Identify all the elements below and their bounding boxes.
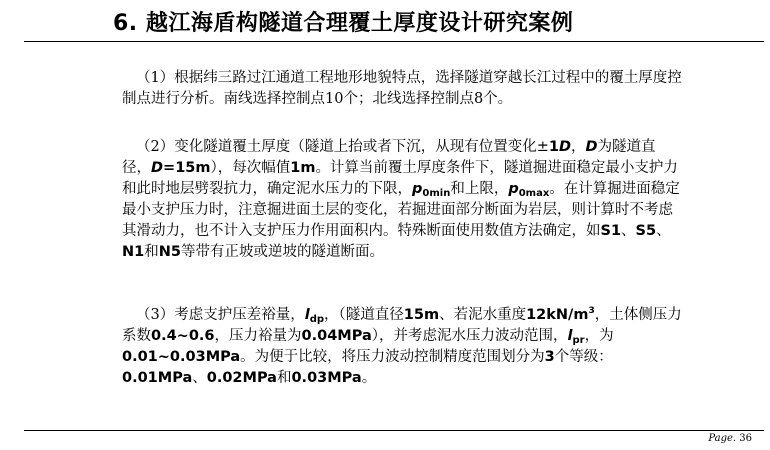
p2-bold: =15m <box>163 160 211 176</box>
p3-bold: 0.02MPa <box>206 370 277 386</box>
p2-text: ），每次幅值 <box>210 160 291 176</box>
p2-text: 。计算当前覆土厚度条件下，隧道掘进面稳定最小支护力和此时地层劈裂抗力，确定泥水压力的下限， <box>122 160 678 197</box>
p2-text: ， <box>571 139 586 155</box>
p2-symbol-p: p <box>508 181 519 197</box>
page-number <box>708 433 752 444</box>
title-divider <box>24 41 764 42</box>
p3-text: ，为 <box>584 328 614 344</box>
p2-text: 和 <box>144 244 159 260</box>
paragraph-2 <box>122 137 682 263</box>
p3-bold: 12kN/m <box>526 307 589 323</box>
p3-bold: 0.4~0.6 <box>151 328 215 344</box>
p3-text: 和 <box>276 370 292 386</box>
p3-bold: 0.01~0.03MPa <box>122 349 241 365</box>
p3-text: 、若泥水重度 <box>439 307 527 323</box>
p3-subscript-pr: pr <box>572 335 585 346</box>
p3-bold: 0.03MPa <box>291 370 362 386</box>
page-title: 6. 越江海盾构隧道合理覆土厚度设计研究案例 <box>113 11 574 36</box>
p2-subscript-0max: 0max <box>518 188 550 199</box>
p2-text: 和上限， <box>450 181 509 197</box>
p3-text: ，压力裕量为 <box>214 328 302 344</box>
p2-symbol-D: D <box>585 139 598 155</box>
page-number-value: 36 <box>739 433 752 444</box>
p2-subscript-0min: 0min <box>422 188 451 199</box>
p3-text: 。为便于比较，将压力波动控制精度范围划分为 <box>240 349 545 365</box>
p3-text: ，土体侧压力系数 <box>122 307 682 344</box>
paragraph-1-text: （1）根据纬三路过江通道工程地形地貌特点，选择隧道穿越长江过程中的覆土厚度控制点进行分析。南线选择控制点10个；北线选择控制点8个。 <box>122 70 682 107</box>
p3-text: （3）考虑支护压差裕量， <box>136 307 305 323</box>
p2-bold: N5 <box>158 244 181 260</box>
p2-text: 。在计算掘进面稳定最小支护压力时，注意掘进面土层的变化，若掘进面部分断面为岩层，则计算时不考虑其滑动力，也不计入支护压力作用面积内。特殊断面使用数值方法确定，如 <box>122 181 680 239</box>
p2-bold: 1 <box>548 139 559 155</box>
p2-text: 等带有正坡或逆坡的隧道断面。 <box>180 244 384 260</box>
p3-symbol-l: l <box>567 328 573 344</box>
p3-text: 、 <box>192 370 207 386</box>
p2-text: 、 <box>656 223 671 239</box>
paragraph-3 <box>122 305 682 389</box>
p3-text: ，（隧道直径 <box>324 307 404 323</box>
p3-bold: 3 <box>544 349 555 365</box>
paragraph-1 <box>122 68 682 110</box>
p2-symbol-p: p <box>412 181 423 197</box>
page-label: Page. <box>708 433 737 444</box>
p2-bold: S5 <box>635 223 657 239</box>
p3-text: 。 <box>361 370 377 386</box>
p2-text: 、 <box>621 223 636 239</box>
footer-divider <box>24 430 764 431</box>
p2-text: 为隧道直径， <box>122 139 656 176</box>
p3-subscript-dp: dp <box>309 314 325 325</box>
p3-symbol-l: l <box>304 307 310 323</box>
p3-bold: 0.01MPa <box>122 370 193 386</box>
p2-bold: S1 <box>600 223 622 239</box>
p2-symbol-D: D <box>558 139 572 155</box>
p2-symbol-D: D <box>151 160 164 176</box>
p3-superscript-3: 3 <box>588 306 595 316</box>
p2-bold: N1 <box>122 244 145 260</box>
p3-text: 个等级： <box>554 349 613 365</box>
p2-text: （2）变化隧道覆土厚度（隧道上抬或者下沉，从现有位置变化± <box>136 139 549 155</box>
p3-text: ），并考虑泥水压力波动范围， <box>371 328 568 344</box>
p3-bold: 0.04MPa <box>301 328 372 344</box>
p2-bold: 1m <box>290 160 316 176</box>
p3-bold: 15m <box>403 307 440 323</box>
